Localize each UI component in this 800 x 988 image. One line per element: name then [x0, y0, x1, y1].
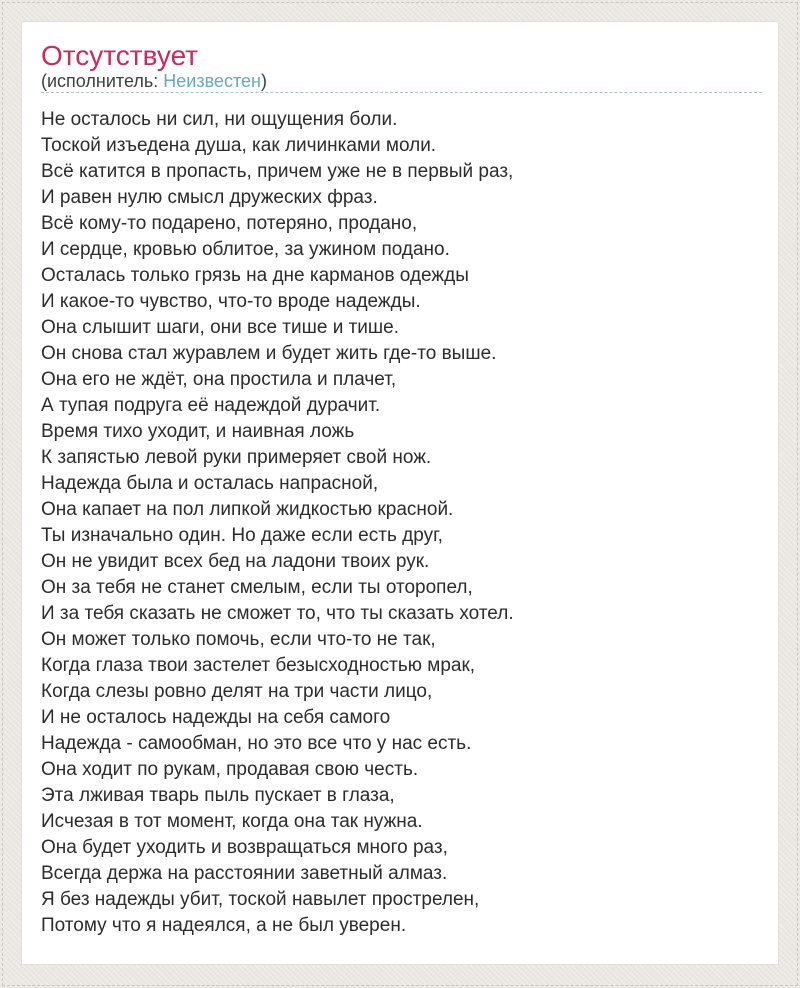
lyric-line: Я без надежды убит, тоской навылет прострелен,	[41, 889, 480, 910]
lyric-line: Когда слезы ровно делят на три части лицо,	[41, 681, 433, 702]
lyrics-card	[21, 21, 779, 965]
artist-line-prefix: (исполнитель:	[41, 71, 164, 91]
lyric-line: Когда глаза твои застелет безысходностью мрак,	[41, 655, 476, 676]
lyric-line: Тоской изъедена душа, как личинками моли.	[41, 135, 437, 156]
lyric-line: И за тебя сказать не сможет то, что ты сказать хотел.	[41, 603, 514, 624]
lyric-line: Надежда - самообман, но это все что у нас есть.	[41, 733, 472, 754]
lyric-line: Надежда была и осталась напрасной,	[41, 473, 379, 494]
lyric-line: Она будет уходить и возвращаться много раз,	[41, 837, 448, 858]
lyric-line: Он снова стал журавлем и будет жить где-то выше.	[41, 343, 497, 364]
lyric-line: Время тихо уходит, и наивная ложь	[41, 421, 355, 442]
lyric-line: А тупая подруга её надеждой дурачит.	[41, 395, 381, 416]
lyric-line: Всегда держа на расстоянии заветный алмаз.	[41, 863, 448, 884]
lyric-line: Потому что я надеялся, а не был уверен.	[41, 915, 407, 936]
lyrics-text	[41, 107, 762, 939]
lyric-line: Всё кому-то подарено, потеряно, продано,	[41, 213, 418, 234]
lyric-line: Она слышит шаги, они все тише и тише.	[41, 317, 399, 338]
lyric-line: Осталась только грязь на дне карманов одежды	[41, 265, 469, 286]
lyric-line: И не осталось надежды на себя самого	[41, 707, 391, 728]
lyric-line: Она капает на пол липкой жидкостью красной.	[41, 499, 454, 520]
lyric-line: К запястью левой руки примеряет свой нож.	[41, 447, 432, 468]
lyric-line: Она его не ждёт, она простила и плачет,	[41, 369, 397, 390]
lyric-line: И равен нулю смысл дружеских фраз.	[41, 187, 378, 208]
artist-link[interactable]: Неизвестен	[163, 71, 261, 91]
lyric-line: Она ходит по рукам, продавая свою честь.	[41, 759, 419, 780]
lyric-line: Всё катится в пропасть, причем уже не в первый раз,	[41, 161, 514, 182]
lyrics-card-content	[22, 22, 778, 939]
lyric-line: Он не увидит всех бед на ладони твоих рук.	[41, 551, 430, 572]
lyric-line: Не осталось ни сил, ни ощущения боли.	[41, 109, 398, 130]
artist-line	[41, 70, 762, 92]
lyric-line: Исчезая в тот момент, когда она так нужна.	[41, 811, 423, 832]
header-separator	[41, 92, 762, 93]
lyric-line: Эта лживая тварь пыль пускает в глаза,	[41, 785, 395, 806]
lyric-line: И какое-то чувство, что-то вроде надежды.	[41, 291, 421, 312]
lyric-line: Он за тебя не станет смелым, если ты оторопел,	[41, 577, 473, 598]
song-title: Отсутствует	[41, 40, 199, 71]
lyric-line: Ты изначально один. Но даже если есть друг,	[41, 525, 443, 546]
lyric-line: Он может только помочь, если что-то не так,	[41, 629, 436, 650]
artist-line-suffix: )	[260, 71, 267, 91]
lyric-line: И сердце, кровью облитое, за ужином подано.	[41, 239, 450, 260]
